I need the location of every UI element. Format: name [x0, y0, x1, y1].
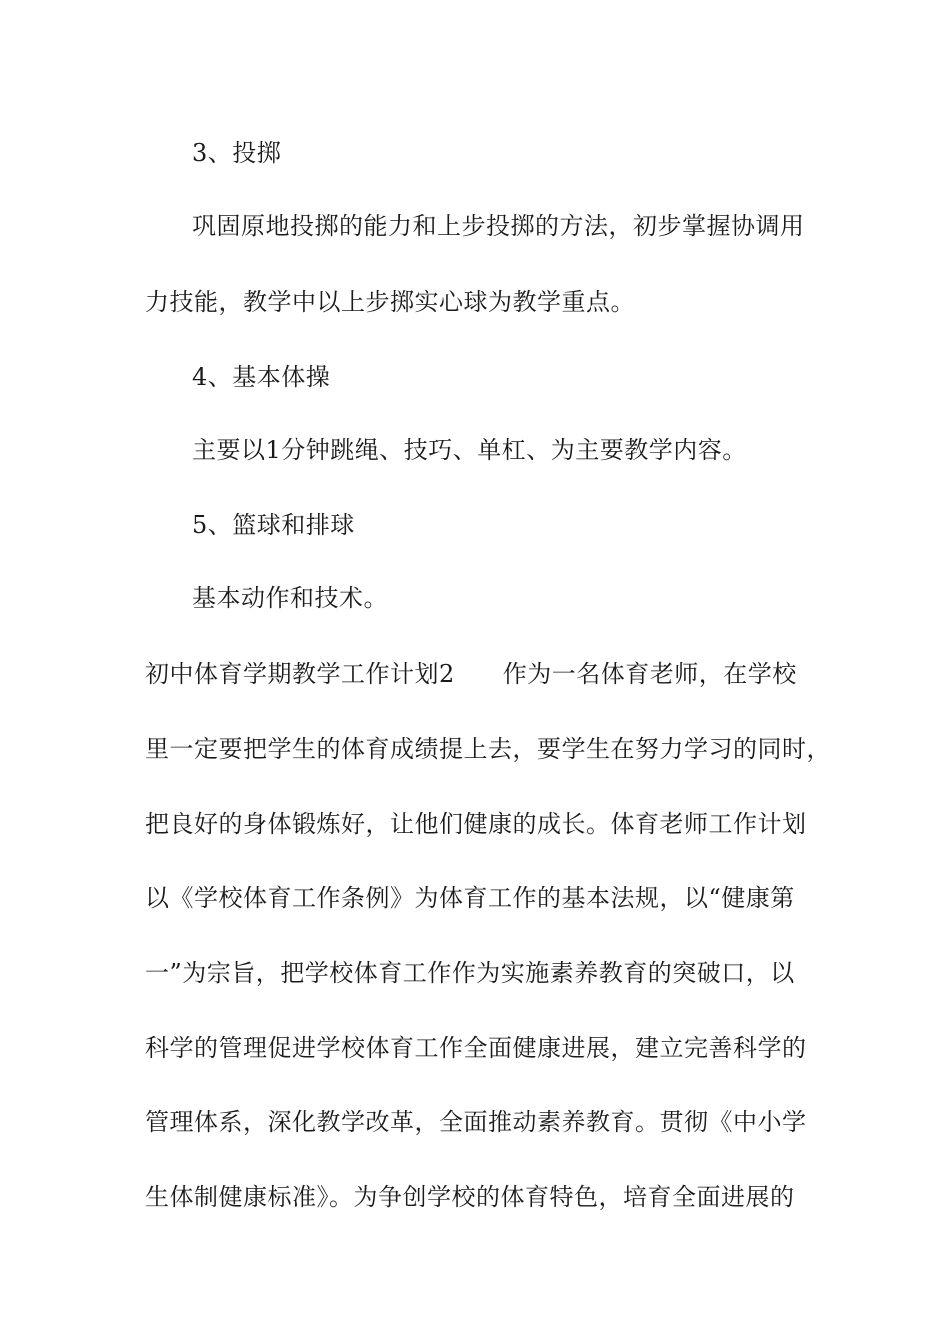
heading-throwing: 3、投掷	[192, 139, 282, 167]
paragraph-line: 一”为宗旨，把学校体育工作作为实施素养教育的突破口，以	[145, 959, 795, 987]
paragraph-line: 里一定要把学生的体育成绩提上去，要学生在努力学习的同时，	[145, 735, 831, 763]
paragraph-line: 科学的管理促进学校体育工作全面健康进展，建立完善科学的	[145, 1034, 807, 1062]
section-title-line	[145, 659, 825, 689]
paragraph-line: 把良好的身体锻炼好，让他们健康的成长。体育老师工作计划	[145, 810, 807, 838]
heading-basketball-volleyball: 5、篮球和排球	[192, 511, 355, 539]
paragraph-line: 管理体系，深化教学改革，全面推动素养教育。贯彻《中小学	[145, 1108, 807, 1136]
paragraph-line: 巩固原地投掷的能力和上步投掷的方法，初步掌握协调用	[192, 212, 805, 240]
paragraph-line: 生体制健康标准》。为争创学校的体育特色，培育全面进展的	[145, 1183, 795, 1211]
paragraph-line: 以《学校体育工作条例》为体育工作的基本法规，以“健康第	[145, 884, 795, 912]
paragraph-start: 作为一名体育老师，在学校	[502, 660, 797, 688]
heading-gymnastics: 4、基本体操	[192, 363, 331, 391]
paragraph-line: 主要以1分钟跳绳、技巧、单杠、为主要教学内容。	[192, 436, 747, 464]
section-title: 初中体育学期教学工作计划2	[145, 660, 455, 688]
paragraph-line: 力技能，教学中以上步掷实心球为教学重点。	[145, 288, 635, 316]
paragraph-line: 基本动作和技术。	[192, 584, 388, 612]
